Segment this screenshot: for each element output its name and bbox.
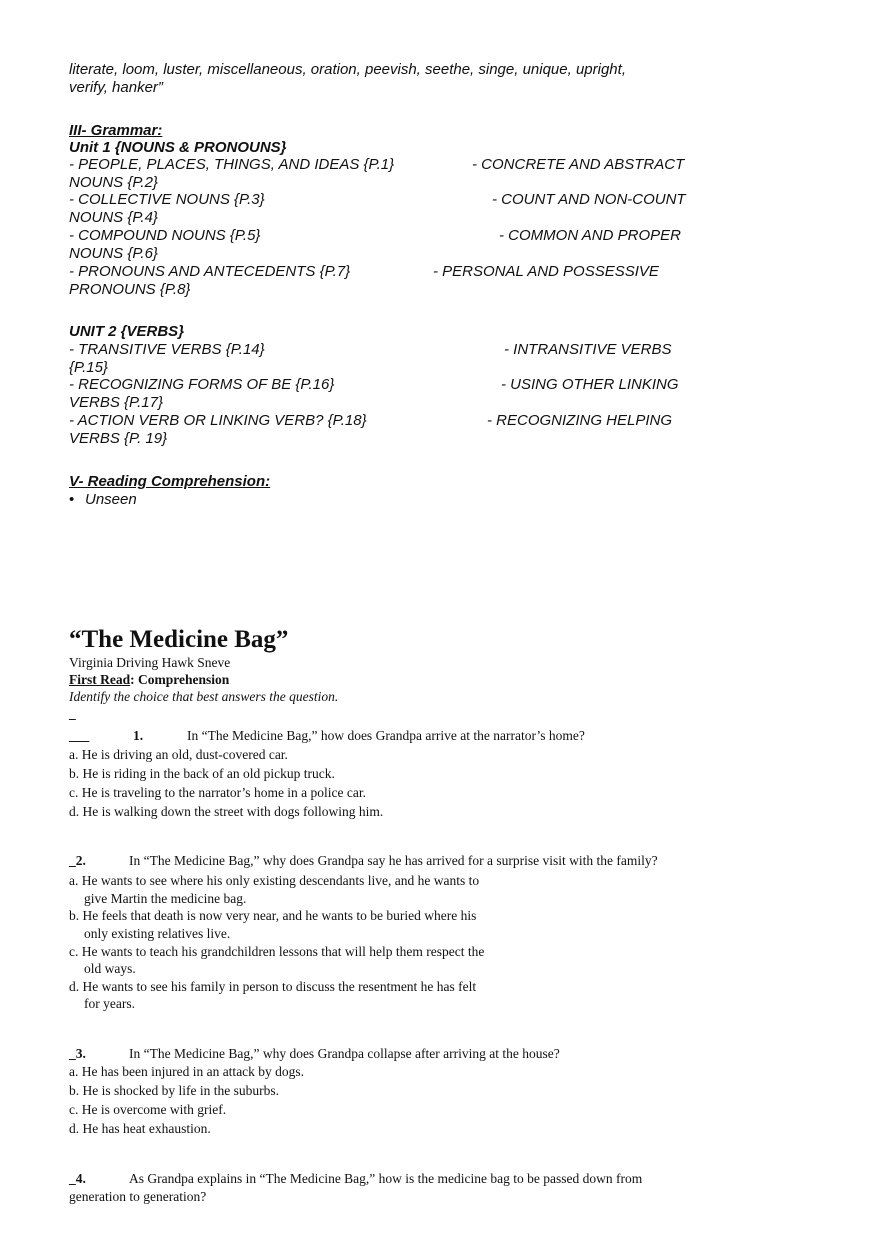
reading-item: Unseen [85,491,137,508]
question-number: _3. [69,1046,86,1061]
answer-option: c. He is overcome with grief. [69,1102,227,1117]
section-heading [69,671,229,689]
grammar-topic: - CONCRETE AND ABSTRACT [472,156,685,173]
stray-mark: _ [69,706,76,721]
answer-option: c. He is traveling to the narrator’s home in a police car. [69,785,367,800]
vocab-line: verify, hanker” [69,79,163,96]
answer-option-wrap: only existing relatives live. [84,926,231,941]
instruction: Identify the choice that best answers the question. [69,689,339,704]
grammar-topic-wrap: NOUNS {P.4} [69,209,158,226]
grammar-topic-wrap: NOUNS {P.6} [69,245,158,262]
grammar-topic: - COMMON AND PROPER [499,227,681,244]
grammar-topic-wrap: {P.15} [69,359,108,376]
grammar-topic: - ACTION VERB OR LINKING VERB? {P.18} [69,412,367,429]
story-title: “The Medicine Bag” [69,626,289,653]
answer-option: d. He wants to see his family in person to discuss the resentment he has felt [69,979,477,994]
question-text: In “The Medicine Bag,” why does Grandpa say he has arrived for a surprise visit with the family? [129,853,658,868]
grammar-topic-wrap: VERBS {P.17} [69,394,163,411]
answer-option-wrap: old ways. [84,961,136,976]
answer-option: c. He wants to teach his grandchildren lessons that will help them respect the [69,944,485,959]
grammar-topic: - RECOGNIZING FORMS OF BE {P.16} [69,376,335,393]
question-text: In “The Medicine Bag,” how does Grandpa arrive at the narrator’s home? [187,728,585,743]
answer-option: a. He wants to see where his only existing descendants live, and he wants to [69,873,480,888]
story-author: Virginia Driving Hawk Sneve [69,655,231,670]
grammar-topic: - USING OTHER LINKING [501,376,679,393]
question-text-wrap: generation to generation? [69,1189,207,1204]
grammar-topic-wrap: PRONOUNS {P.8} [69,281,191,298]
question-number: 1. [133,728,144,743]
grammar-topic: - COMPOUND NOUNS {P.5} [69,227,261,244]
grammar-topic-wrap: VERBS {P. 19} [69,430,168,447]
answer-option: a. He is driving an old, dust-covered car. [69,747,288,762]
grammar-topic: - RECOGNIZING HELPING [487,412,673,429]
question-number: _2. [69,853,86,868]
unit1-title: Unit 1 {NOUNS & PRONOUNS} [69,139,287,156]
grammar-topic: - COLLECTIVE NOUNS {P.3} [69,191,265,208]
grammar-topic: - PEOPLE, PLACES, THINGS, AND IDEAS {P.1} [69,156,395,173]
grammar-topic: - INTRANSITIVE VERBS [504,341,672,358]
grammar-topic: - PRONOUNS AND ANTECEDENTS {P.7} [69,263,351,280]
vocab-line: literate, loom, luster, miscellaneous, oration, peevish, seethe, singe, unique, upright, [69,61,626,78]
answer-option: d. He is walking down the street with dogs following him. [69,804,384,819]
section-heading-rest: : Comprehension [130,672,230,687]
section-heading-underlined: First Read [69,672,131,687]
answer-option-wrap: for years. [84,996,135,1011]
grammar-topic: - TRANSITIVE VERBS {P.14} [69,341,265,358]
bullet: • [69,491,75,508]
answer-option: b. He is shocked by life in the suburbs. [69,1083,279,1098]
answer-option: a. He has been injured in an attack by dogs. [69,1064,305,1079]
answer-option: b. He is riding in the back of an old pickup truck. [69,766,335,781]
unit2-title: UNIT 2 {VERBS} [69,323,185,340]
grammar-heading: III- Grammar: [69,122,163,139]
grammar-topic-wrap: NOUNS {P.2} [69,174,158,191]
question-number: _4. [69,1171,86,1186]
reading-heading: V- Reading Comprehension: [69,473,271,490]
question-text: As Grandpa explains in “The Medicine Bag,” how is the medicine bag to be passed down from [129,1171,643,1186]
answer-option-wrap: give Martin the medicine bag. [84,891,247,906]
grammar-topic: - PERSONAL AND POSSESSIVE [433,263,659,280]
grammar-topic: - COUNT AND NON-COUNT [492,191,686,208]
answer-option: d. He has heat exhaustion. [69,1121,211,1136]
answer-blank: ___ [69,728,90,743]
answer-option: b. He feels that death is now very near, and he wants to be buried where his [69,908,477,923]
question-text: In “The Medicine Bag,” why does Grandpa collapse after arriving at the house? [129,1046,560,1061]
